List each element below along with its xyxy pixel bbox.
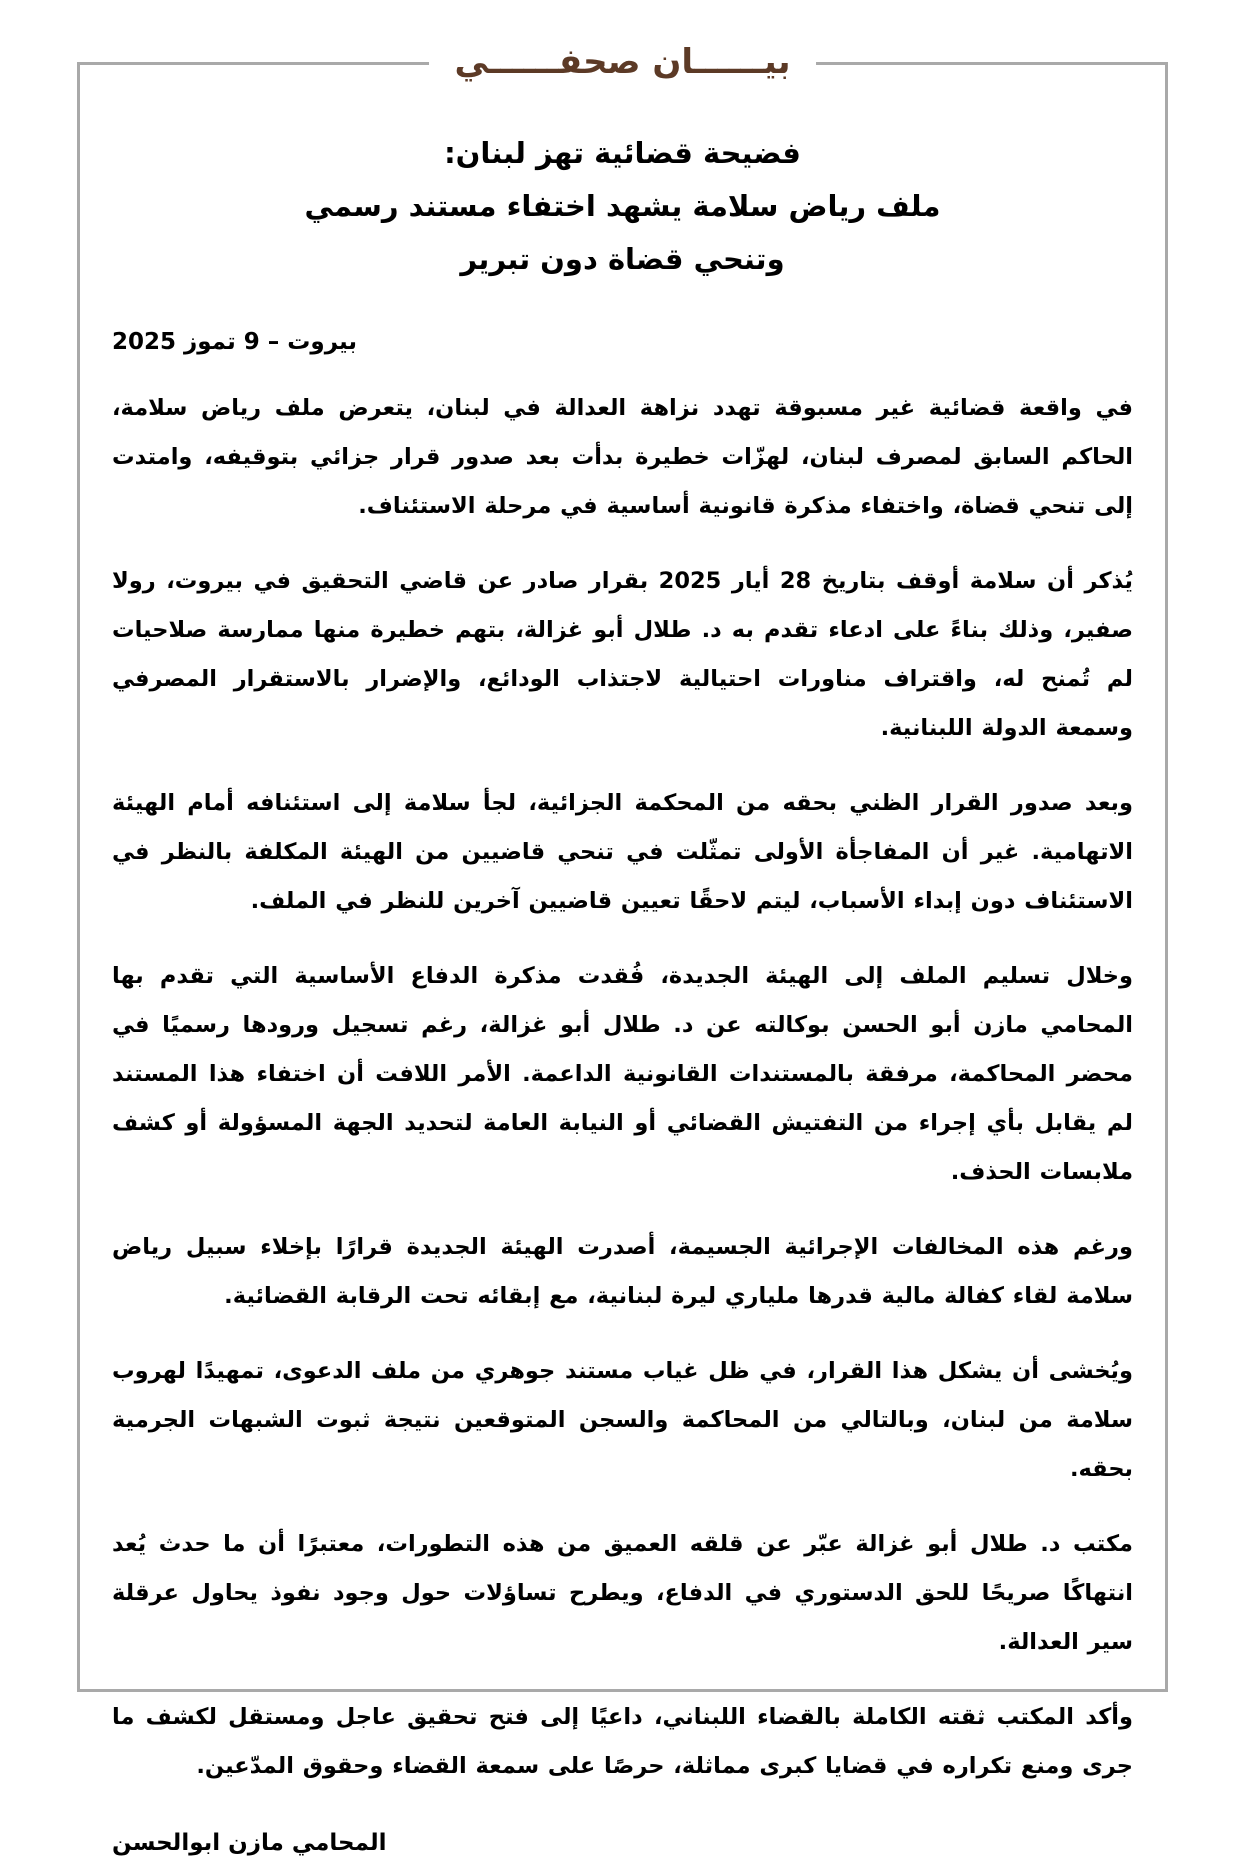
document-title xyxy=(112,127,1133,286)
body-paragraph-1: في واقعة قضائية غير مسبوقة تهدد نزاهة العدالة في لبنان، يتعرض ملف رياض سلامة، الحاكم السابق لمصرف لبنان، لهزّات خطيرة بدأت بعد صدور قرار جزائي بتوقيفه، وامتدت إلى تنحي قضاة، واختفاء مذكرة قانونية أساسية في مرحلة الاستئناف. xyxy=(112,395,1133,519)
body-paragraph-4: وخلال تسليم الملف إلى الهيئة الجديدة، فُقدت مذكرة الدفاع الأساسية التي تقدم بها المحامي مازن أبو الحسن بوكالته عن د. طلال أبو غزالة، رغم تسجيل ورودها رسميًا في محضر المحاكمة، مرفقة بالمستندات القانونية الداعمة. الأمر اللافت أن اختفاء هذا المستند لم يقابل بأي إجراء من التفتيش القضائي أو النيابة العامة لتحديد الجهة المسؤولة أو كشف ملابسات الحذف. xyxy=(112,963,1133,1185)
body-paragraph-3: وبعد صدور القرار الظني بحقه من المحكمة الجزائية، لجأ سلامة إلى استئنافه أمام الهيئة الاتهامية. غير أن المفاجأة الأولى تمثّلت في تنحي قاضيين من الهيئة المكلفة بالنظر في الاستئناف دون إبداء الأسباب، ليتم لاحقًا تعيين قاضيين آخرين للنظر في الملف. xyxy=(112,790,1133,914)
body-paragraph-7: مكتب د. طلال أبو غزالة عبّر عن قلقه العميق من هذه التطورات، معتبرًا أن ما حدث يُعد انتهاكًا صريحًا للحق الدستوري في الدفاع، ويطرح تساؤلات حول وجود نفوذ يحاول عرقلة سير العدالة. xyxy=(112,1531,1133,1655)
title-line-2: ملف رياض سلامة يشهد اختفاء مستند رسمي xyxy=(304,189,941,223)
title-line-1: فضيحة قضائية تهز لبنان: xyxy=(444,136,801,170)
dateline: بيروت – 9 تموز 2025 xyxy=(112,329,358,355)
signature-line: المحامي مازن ابوالحسن xyxy=(112,1830,387,1856)
document-content xyxy=(80,65,1165,1859)
body-paragraph-2: يُذكر أن سلامة أوقف بتاريخ 28 أيار 2025 بقرار صادر عن قاضي التحقيق في بيروت، رولا صفير، وذلك بناءً على ادعاء تقدم به د. طلال أبو غزالة، بتهم خطيرة منها ممارسة صلاحيات لم تُمنح له، واقتراف مناورات احتيالية لاجتذاب الودائع، والإضرار بالاستقرار المصرفي وسمعة الدولة اللبنانية. xyxy=(112,568,1133,741)
body-paragraph-6: ويُخشى أن يشكل هذا القرار، في ظل غياب مستند جوهري من ملف الدعوى، تمهيدًا لهروب سلامة من لبنان، وبالتالي من المحاكمة والسجن المتوقعين نتيجة ثبوت الشبهات الجرمية بحقه. xyxy=(112,1358,1133,1482)
body-paragraph-5: ورغم هذه المخالفات الإجرائية الجسيمة، أصدرت الهيئة الجديدة قرارًا بإخلاء سبيل رياض سلامة لقاء كفالة مالية قدرها ملياري ليرة لبنانية، مع إبقائه تحت الرقابة القضائية. xyxy=(112,1234,1133,1309)
title-line-3: وتنحي قضاة دون تبرير xyxy=(460,242,785,276)
document-border-box xyxy=(77,42,1168,1856)
body-paragraph-8: وأكد المكتب ثقته الكاملة بالقضاء اللبناني، داعيًا إلى فتح تحقيق عاجل ومستقل لكشف ما جرى ومنع تكراره في قضايا كبرى مماثلة، حرصًا على سمعة القضاء وحقوق المدّعين. xyxy=(112,1704,1133,1779)
press-release-legend: بيــــــان صحفــــــي xyxy=(429,38,817,86)
